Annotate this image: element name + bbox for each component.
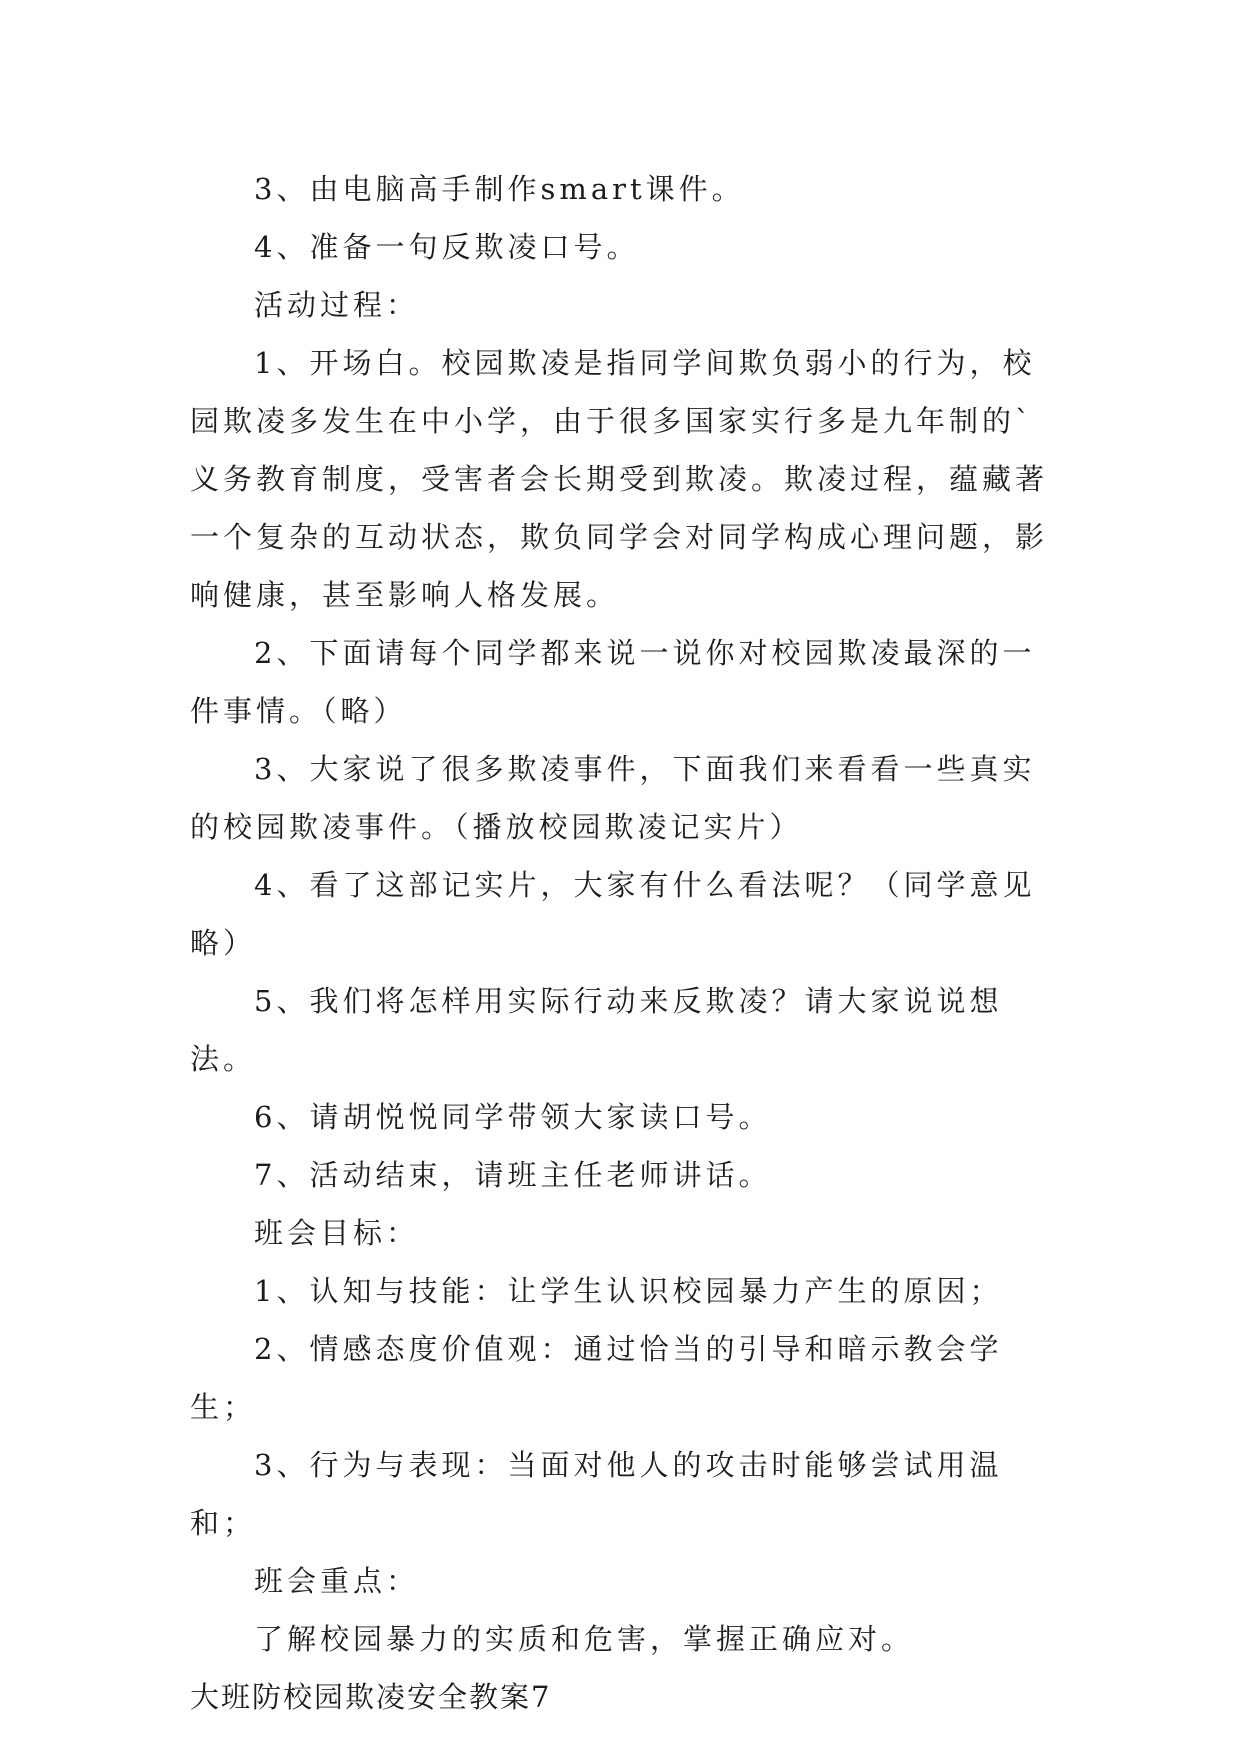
paragraph-step-1: 1、开场白。校园欺凌是指同学间欺负弱小的行为，校园欺凌多发生在中小学，由于很多国家实行多是九年制的`义务教育制度，受害者会长期受到欺凌。欺凌过程，蕴藏著一个复杂的互动状态，欺负同学会对同学构成心理问题，影响健康，甚至影响人格发展。 [190,346,1049,612]
paragraph-goal-1: 1、认知与技能：让学生认识校园暴力产生的原因； [254,1274,1003,1308]
paragraph-step-3: 3、大家说了很多欺凌事件，下面我们来看看一些真实的校园欺凌事件。（播放校园欺凌记实片） [190,752,1036,844]
paragraph-step-2: 2、下面请每个同学都来说一说你对校园欺凌最深的一件事情。（略） [190,636,1036,728]
paragraph-step-6: 6、请胡悦悦同学带领大家读口号。 [254,1100,772,1134]
paragraph-focus-text: 了解校园暴力的实质和危害，掌握正确应对。 [254,1622,915,1656]
section-title: 大班防校园欺凌安全教案7 [190,1680,552,1714]
paragraph-step-7: 7、活动结束，请班主任老师讲话。 [254,1158,772,1192]
paragraph-focus-heading: 班会重点： [254,1564,420,1598]
paragraph-step-5: 5、我们将怎样用实际行动来反欺凌？请大家说说想法。 [190,984,1003,1076]
paragraph-activity-heading: 活动过程： [254,288,420,322]
paragraph-step-4: 4、看了这部记实片，大家有什么看法呢？（同学意见略） [190,868,1036,960]
document-body [190,160,1050,1726]
paragraph-goal-3: 3、行为与表现：当面对他人的攻击时能够尝试用温和； [190,1448,1003,1540]
paragraph-goal-2: 2、情感态度价值观：通过恰当的引导和暗示教会学生； [190,1332,1003,1424]
paragraph-prep-4: 4、准备一句反欺凌口号。 [254,230,640,264]
paragraph-goals-heading: 班会目标： [254,1216,420,1250]
paragraph-prep-3: 3、由电脑高手制作smart课件。 [254,172,745,206]
